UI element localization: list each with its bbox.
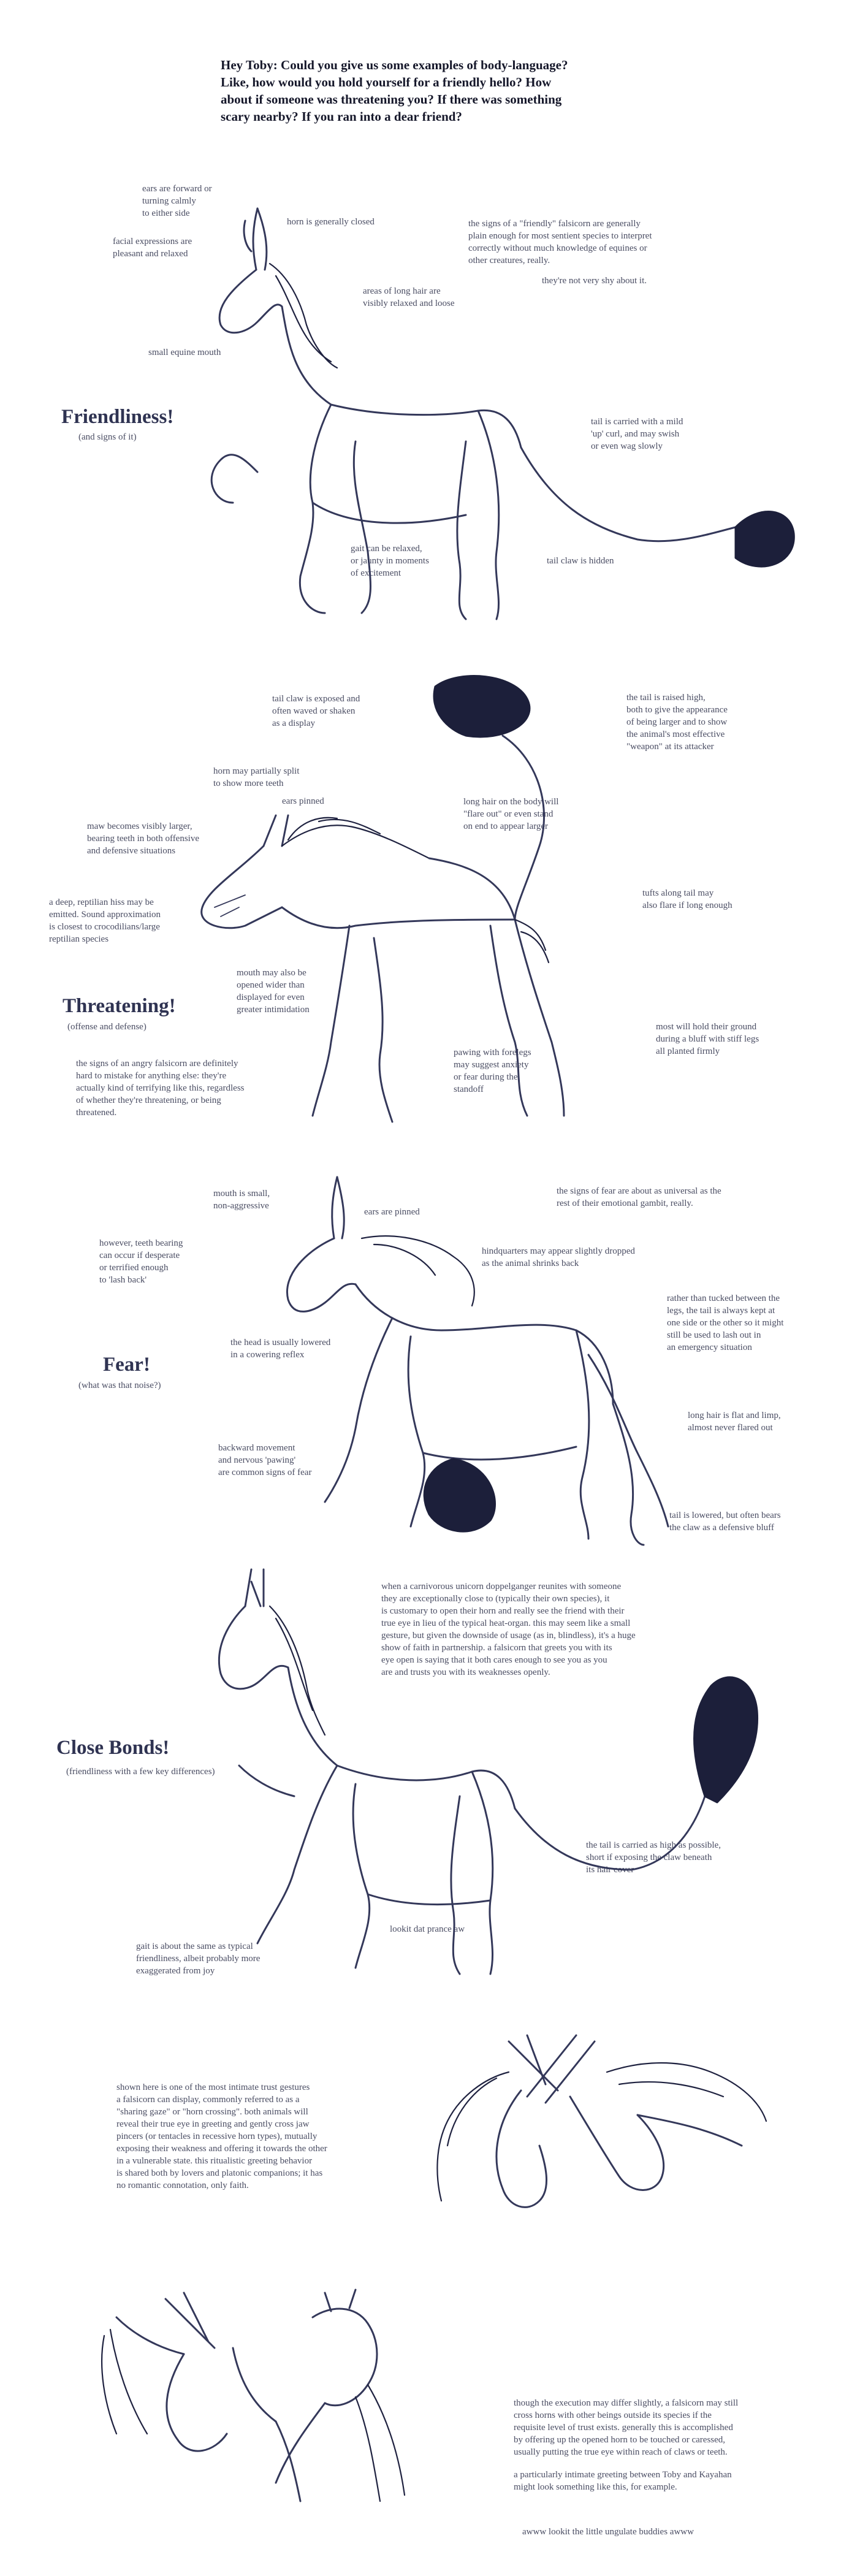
note-execution: though the execution may differ slightly, a falsicorn may still cross horns with other beings outside its species if the requisite level of trust exists. generally this is accomplished by offering up the opened horn to be touched or caressed, usually putting the true eye within reach of claws or teeth. [514,2398,739,2457]
note-claw: tail claw is hidden [547,556,614,566]
note-reunite: when a carnivorous unicorn doppelganger reunites with someone they are exceptionally close to (typically their own species), it is customary to open their horn and really see the friend with their true eye in lieu of the typical heat-organ. this may seem like a small gesture, but given the downside of usage (as in, blindless), it's a huge show of faith in partnership. a falsicorn that greets you with its eye open is saying that it both cares enough to see you as you are and trusts you with its weaknesses openly. [381,1582,636,1677]
note-shy: they're not very shy about it. [542,276,647,286]
note-sharing-gaze: shown here is one of the most intimate trust gestures a falsicorn can display, commonly referred to as a "sharing gaze" or "horn crossing". both animals will reveal their true eye in greeting and gently cross jaw pincers (or tentacles in recessive horn types), mutually exposing their weakness and offering it towards the other in a vulnerable state. this ritualistic greeting behavior is shared both by lovers and platonic companions; it has no romantic connotation, only faith. [116,2083,327,2190]
section-title: Threatening! [63,995,176,1017]
note-ears: ears are forward or turning calmly to either side [142,184,212,218]
note-tail: the tail is raised high, both to give the appearance of being larger and to show the animal's most effective "weapon" at its attacker [626,693,728,752]
note-claw: tail claw is exposed and often waved or shaken as a display [272,694,360,728]
note-hair: long hair is flat and limp, almost never flared out [688,1411,781,1433]
note-back: backward movement and nervous 'pawing' are common signs of fear [218,1443,312,1477]
note-ground: most will hold their ground during a bluff with stiff legs all planted firmly [656,1022,759,1056]
note-mouth: small equine mouth [148,348,221,357]
note-ears: ears are pinned [364,1207,420,1217]
note-mouth: mouth is small, non-aggressive [213,1189,270,1211]
threatening-falsicorn-illustration [196,662,662,1146]
intro-question: Hey Toby: Could you give us some examples of body-language? Like, how would you hold yourself for a friendly hello? How about if someone was threatening you? If there was something scary nearby? If you ran into a dear friend? [221,58,568,124]
note-head: the head is usually lowered in a cowering reflex [230,1338,331,1360]
note-toby-kayahan: a particularly intimate greeting between Toby and Kayahan might look something like this, for example. [514,2470,732,2492]
section-subtitle: (and signs of it) [78,432,137,442]
note-ears: ears pinned [282,796,324,806]
note-horn: horn is generally closed [287,217,375,227]
note-hair: areas of long hair are visibly relaxed and loose [363,286,455,308]
note-tail: tail is lowered, but often bears the claw as a defensive bluff [669,1511,781,1533]
note-tuck: rather than tucked between the legs, the tail is always kept at one side or the other so it might still be used to lash out in an emergency situation [667,1294,784,1352]
note-gait: gait is about the same as typical friendliness, albeit probably more exaggerated from joy [136,1942,261,1976]
note-paw: pawing with forelegs may suggest anxiety or fear during the standoff [454,1048,531,1094]
note-gait: gait can be relaxed, or jaunty in moments of excitement [351,544,429,578]
note-teeth: however, teeth bearing can occur if desperate or terrified enough to 'lash back' [99,1238,183,1285]
note-ungulate-buddies: awww lookit the little ungulate buddies awww [522,2527,694,2537]
note-tufts: tufts along tail may also flare if long enough [642,888,733,910]
note-hind: hindquarters may appear slightly dropped as the animal shrinks back [482,1246,635,1268]
fearful-falsicorn-illustration [270,1171,687,1551]
close-bonds-falsicorn-illustration [202,1563,791,1992]
note-universal: the signs of fear are about as universal as the rest of their emotional gambit, really. [557,1186,721,1208]
friendly-falsicorn-illustration [208,184,797,638]
section-subtitle: (offense and defense) [67,1022,147,1032]
note-tail: tail is carried with a mild 'up' curl, and may swish or even wag slowly [591,417,683,451]
note-maw: maw becomes visibly larger, bearing teeth in both offensive and defensive situations [87,821,200,856]
note-horn: horn may partially split to show more teeth [213,766,300,788]
section-title: Close Bonds! [56,1737,170,1759]
note-angry: the signs of an angry falsicorn are definitely hard to mistake for anything else: they're actually kind of terrifying like this, regardless of whether they're threatening, or being threatened. [76,1059,245,1118]
note-face: facial expressions are pleasant and relaxed [113,237,192,259]
note-hair: long hair on the body will "flare out" or even stand on end to appear larger [463,797,559,831]
note-prance: lookit dat prance aw [390,1924,465,1934]
section-title: Fear! [103,1354,150,1376]
toby-kayahan-illustration [92,2281,460,2513]
section-title: Friendliness! [61,406,174,428]
note-hiss: a deep, reptilian hiss may be emitted. Sound approximation is closest to crocodilians/large reptilian species [49,897,161,944]
note-tail: the tail is carried as high as possible, short if exposing the claw beneath its hair cover [586,1840,721,1875]
note-mouth: mouth may also be opened wider than displayed for even greater intimidation [237,968,310,1015]
note-signs: the signs of a "friendly" falsicorn are generally plain enough for most sentient species to interpret correctly without much knowledge of equines or other creatures, really. [468,219,652,265]
section-subtitle: (friendliness with a few key differences) [66,1767,215,1777]
section-subtitle: (what was that noise?) [78,1381,161,1390]
horn-crossing-illustration [423,2023,791,2231]
